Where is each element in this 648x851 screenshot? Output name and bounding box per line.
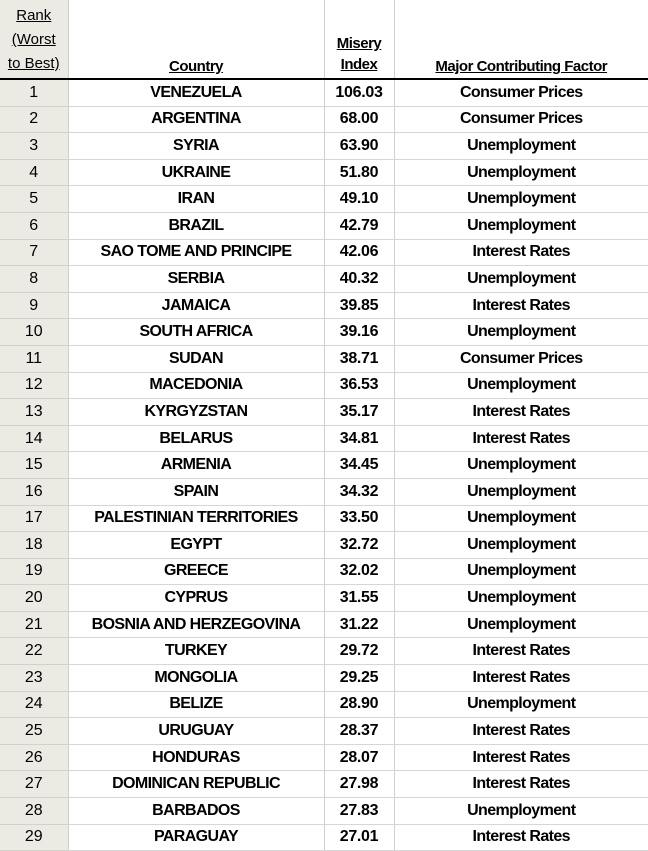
factor-cell: Consumer Prices: [394, 79, 648, 106]
rank-cell: 18: [0, 532, 68, 559]
country-cell: CYPRUS: [68, 585, 324, 612]
factor-cell: Unemployment: [394, 478, 648, 505]
rank-cell: 4: [0, 159, 68, 186]
table-row: [0, 345, 648, 372]
misery-index-cell: 28.07: [324, 744, 394, 771]
rank-cell: 3: [0, 133, 68, 160]
misery-index-cell: 27.98: [324, 771, 394, 798]
rank-cell: 1: [0, 79, 68, 106]
misery-index-cell: 106.03: [324, 79, 394, 106]
table-row: [0, 798, 648, 825]
country-cell: MACEDONIA: [68, 372, 324, 399]
misery-index-cell: 31.22: [324, 611, 394, 638]
table-row: [0, 399, 648, 426]
index-header-line2: Index: [340, 56, 378, 73]
factor-cell: Unemployment: [394, 212, 648, 239]
country-cell: IRAN: [68, 186, 324, 213]
table-row: [0, 212, 648, 239]
rank-cell: 19: [0, 558, 68, 585]
country-cell: PALESTINIAN TERRITORIES: [68, 505, 324, 532]
country-cell: BELARUS: [68, 425, 324, 452]
misery-index-cell: 27.83: [324, 798, 394, 825]
rank-cell: 25: [0, 718, 68, 745]
table-row: [0, 292, 648, 319]
rank-cell: 23: [0, 665, 68, 692]
rank-cell: 12: [0, 372, 68, 399]
country-cell: SOUTH AFRICA: [68, 319, 324, 346]
misery-index-cell: 32.72: [324, 532, 394, 559]
misery-index-cell: 49.10: [324, 186, 394, 213]
rank-header-line1: Rank: [16, 7, 52, 24]
rank-cell: 15: [0, 452, 68, 479]
misery-index-cell: 39.16: [324, 319, 394, 346]
table-row: [0, 691, 648, 718]
rank-cell: 28: [0, 798, 68, 825]
country-cell: DOMINICAN REPUBLIC: [68, 771, 324, 798]
factor-cell: Unemployment: [394, 532, 648, 559]
rank-cell: 7: [0, 239, 68, 266]
rank-cell: 11: [0, 345, 68, 372]
rank-cell: 27: [0, 771, 68, 798]
misery-index-cell: 36.53: [324, 372, 394, 399]
misery-index-cell: 34.32: [324, 478, 394, 505]
factor-cell: Unemployment: [394, 159, 648, 186]
table-row: [0, 718, 648, 745]
factor-cell: Consumer Prices: [394, 106, 648, 133]
misery-index-cell: 40.32: [324, 266, 394, 293]
rank-cell: 14: [0, 425, 68, 452]
factor-cell: Interest Rates: [394, 771, 648, 798]
rank-header-line2: (Worst: [11, 31, 56, 48]
factor-cell: Unemployment: [394, 372, 648, 399]
country-cell: SAO TOME AND PRINCIPE: [68, 239, 324, 266]
country-cell: TURKEY: [68, 638, 324, 665]
factor-cell: Unemployment: [394, 585, 648, 612]
factor-cell: Unemployment: [394, 798, 648, 825]
factor-cell: Unemployment: [394, 505, 648, 532]
country-cell: MONGOLIA: [68, 665, 324, 692]
factor-cell: Consumer Prices: [394, 345, 648, 372]
rank-cell: 5: [0, 186, 68, 213]
rank-header: [0, 0, 68, 79]
misery-index-cell: 27.01: [324, 824, 394, 851]
table-row: [0, 239, 648, 266]
factor-cell: Unemployment: [394, 452, 648, 479]
table-row: [0, 186, 648, 213]
table-row: [0, 159, 648, 186]
factor-cell: Interest Rates: [394, 292, 648, 319]
factor-cell: Interest Rates: [394, 744, 648, 771]
country-cell: JAMAICA: [68, 292, 324, 319]
rank-cell: 9: [0, 292, 68, 319]
factor-cell: Interest Rates: [394, 425, 648, 452]
misery-index-cell: 31.55: [324, 585, 394, 612]
factor-header: Major Contributing Factor: [394, 0, 648, 79]
table-row: [0, 505, 648, 532]
factor-cell: Unemployment: [394, 266, 648, 293]
table-row: [0, 266, 648, 293]
country-cell: SERBIA: [68, 266, 324, 293]
table-row: [0, 319, 648, 346]
misery-index-cell: 39.85: [324, 292, 394, 319]
misery-index-cell: 34.81: [324, 425, 394, 452]
table-row: [0, 665, 648, 692]
index-header-line1: Misery: [336, 35, 382, 52]
factor-cell: Unemployment: [394, 558, 648, 585]
misery-index-cell: 68.00: [324, 106, 394, 133]
table-row: [0, 824, 648, 851]
misery-index-cell: 29.25: [324, 665, 394, 692]
table-row: [0, 532, 648, 559]
country-cell: ARGENTINA: [68, 106, 324, 133]
table-row: [0, 452, 648, 479]
rank-cell: 10: [0, 319, 68, 346]
table-row: [0, 425, 648, 452]
factor-cell: Unemployment: [394, 186, 648, 213]
country-cell: VENEZUELA: [68, 79, 324, 106]
country-cell: KYRGYZSTAN: [68, 399, 324, 426]
misery-index-cell: 33.50: [324, 505, 394, 532]
rank-cell: 6: [0, 212, 68, 239]
rank-cell: 17: [0, 505, 68, 532]
country-header: Country: [68, 0, 324, 79]
factor-cell: Interest Rates: [394, 638, 648, 665]
misery-index-cell: 32.02: [324, 558, 394, 585]
misery-index-cell: 28.37: [324, 718, 394, 745]
factor-cell: Unemployment: [394, 319, 648, 346]
misery-index-cell: 42.79: [324, 212, 394, 239]
misery-index-cell: 38.71: [324, 345, 394, 372]
table-row: [0, 79, 648, 106]
country-cell: BOSNIA AND HERZEGOVINA: [68, 611, 324, 638]
rank-cell: 20: [0, 585, 68, 612]
table-row: [0, 771, 648, 798]
table-row: [0, 744, 648, 771]
country-cell: PARAGUAY: [68, 824, 324, 851]
rank-cell: 2: [0, 106, 68, 133]
rank-cell: 26: [0, 744, 68, 771]
country-cell: BARBADOS: [68, 798, 324, 825]
country-cell: SYRIA: [68, 133, 324, 160]
misery-index-cell: 42.06: [324, 239, 394, 266]
factor-cell: Interest Rates: [394, 239, 648, 266]
factor-cell: Unemployment: [394, 611, 648, 638]
rank-cell: 8: [0, 266, 68, 293]
rank-cell: 21: [0, 611, 68, 638]
table-row: [0, 585, 648, 612]
country-cell: EGYPT: [68, 532, 324, 559]
country-cell: URUGUAY: [68, 718, 324, 745]
country-cell: SPAIN: [68, 478, 324, 505]
factor-cell: Unemployment: [394, 133, 648, 160]
rank-cell: 22: [0, 638, 68, 665]
rank-header-line3: to Best): [7, 55, 60, 72]
country-cell: BRAZIL: [68, 212, 324, 239]
misery-index-header: [324, 0, 394, 79]
rank-cell: 24: [0, 691, 68, 718]
factor-cell: Interest Rates: [394, 665, 648, 692]
rank-cell: 13: [0, 399, 68, 426]
table-row: [0, 106, 648, 133]
factor-cell: Interest Rates: [394, 718, 648, 745]
misery-index-cell: 35.17: [324, 399, 394, 426]
factor-cell: Unemployment: [394, 691, 648, 718]
country-cell: ARMENIA: [68, 452, 324, 479]
header-row: [0, 0, 648, 79]
table-row: [0, 638, 648, 665]
misery-index-cell: 63.90: [324, 133, 394, 160]
country-cell: GREECE: [68, 558, 324, 585]
table-body: [0, 79, 648, 851]
misery-index-cell: 34.45: [324, 452, 394, 479]
country-cell: BELIZE: [68, 691, 324, 718]
misery-index-cell: 29.72: [324, 638, 394, 665]
country-cell: HONDURAS: [68, 744, 324, 771]
table-row: [0, 133, 648, 160]
factor-cell: Interest Rates: [394, 824, 648, 851]
table-row: [0, 558, 648, 585]
misery-index-cell: 51.80: [324, 159, 394, 186]
country-cell: SUDAN: [68, 345, 324, 372]
table-row: [0, 611, 648, 638]
table-row: [0, 478, 648, 505]
misery-index-cell: 28.90: [324, 691, 394, 718]
country-cell: UKRAINE: [68, 159, 324, 186]
factor-cell: Interest Rates: [394, 399, 648, 426]
table-row: [0, 372, 648, 399]
rank-cell: 16: [0, 478, 68, 505]
rank-cell: 29: [0, 824, 68, 851]
